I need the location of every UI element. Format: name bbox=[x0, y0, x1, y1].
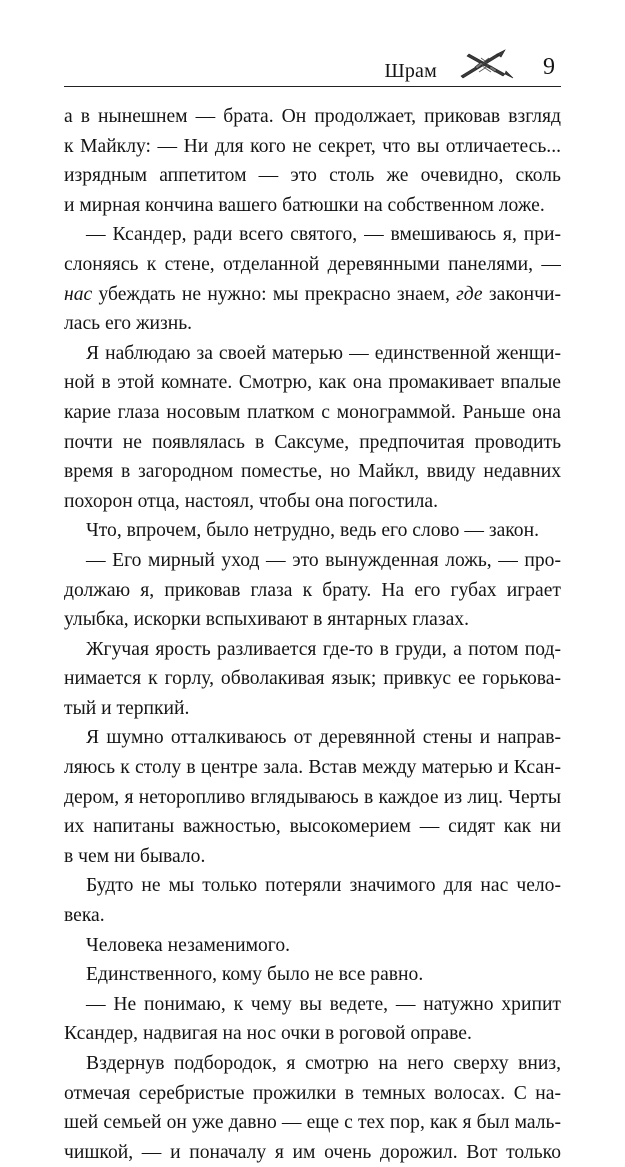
text-line bbox=[64, 339, 561, 369]
text-segment: лась его жизнь. bbox=[64, 313, 193, 335]
text-line bbox=[64, 753, 561, 783]
text-segment: Что, впрочем, было нетрудно, ведь его слово — закон. bbox=[86, 520, 539, 542]
text-line bbox=[64, 931, 561, 961]
text-line bbox=[64, 457, 561, 487]
text-line bbox=[64, 723, 561, 753]
text-segment: шей семьей он уже давно — еще с тех пор, как я был маль- bbox=[64, 1112, 561, 1134]
text-line bbox=[64, 546, 561, 576]
running-header bbox=[64, 40, 561, 87]
text-line bbox=[64, 694, 561, 724]
text-line bbox=[64, 161, 561, 191]
text-line bbox=[64, 487, 561, 517]
text-segment: похорон отца, настоял, чтобы она погостила. bbox=[64, 490, 438, 512]
text-line bbox=[64, 398, 561, 428]
text-line bbox=[64, 664, 561, 694]
text-line bbox=[64, 309, 561, 339]
text-segment: а в нынешнем — брата. Он продолжает, приковав взгляд bbox=[64, 106, 561, 127]
text-segment: изрядным аппетитом — это столь же очевидно, сколь bbox=[64, 165, 561, 187]
text-segment: тый и терпкий. bbox=[64, 697, 190, 719]
text-line bbox=[64, 812, 561, 842]
text-line bbox=[64, 250, 561, 280]
text-segment: ной в этой комнате. Смотрю, как она промакивает впалые bbox=[64, 372, 561, 394]
text-line bbox=[64, 635, 561, 665]
text-segment: закончи- bbox=[482, 283, 561, 305]
emphasis-text: где bbox=[456, 283, 483, 305]
text-segment: к Майклу: — Ни для кого не секрет, что вы отличаетесь... bbox=[64, 135, 561, 157]
text-line bbox=[64, 990, 561, 1020]
text-line bbox=[64, 871, 561, 901]
text-segment: почти не появлялась в Саксуме, предпочитая проводить bbox=[64, 431, 561, 453]
text-segment: убеждать не нужно: мы прекрасно знаем, bbox=[92, 283, 457, 305]
text-segment: отмечая серебристые прожилки в темных волосах. С на- bbox=[64, 1082, 561, 1104]
text-segment: время в загородном поместье, но Майкл, ввиду недавних bbox=[64, 461, 561, 483]
text-segment: карие глаза носовым платком с монограммой. Раньше она bbox=[64, 401, 561, 423]
text-line bbox=[64, 132, 561, 162]
text-line bbox=[64, 576, 561, 606]
text-segment: Единственного, кому было не все равно. bbox=[86, 964, 424, 986]
text-segment: Человека незаменимого. bbox=[86, 934, 291, 956]
text-line bbox=[64, 1049, 561, 1079]
text-line bbox=[64, 1138, 561, 1167]
text-segment: Будто не мы только потеряли значимого для нас чело- bbox=[86, 875, 561, 897]
text-segment: Я наблюдаю за своей матерью — единственной женщи- bbox=[86, 342, 561, 364]
text-line bbox=[64, 516, 561, 546]
text-segment: и мирная кончина вашего батюшки на собственном ложе. bbox=[64, 194, 545, 216]
text-line bbox=[64, 960, 561, 990]
body-text bbox=[64, 102, 561, 1167]
text-segment: — Его мирный уход — это вынужденная ложь, — про- bbox=[86, 549, 561, 571]
emphasis-text: нас bbox=[64, 283, 93, 305]
text-line bbox=[64, 1079, 561, 1109]
text-line bbox=[64, 191, 561, 221]
text-segment: — Не понимаю, к чему вы ведете, — натужно хрипит bbox=[86, 993, 561, 1015]
text-line bbox=[64, 220, 561, 250]
text-line bbox=[64, 1019, 561, 1049]
text-line bbox=[64, 901, 561, 931]
text-segment: слоняясь к стене, отделанной деревянными панелями, — bbox=[64, 253, 561, 275]
text-line bbox=[64, 1108, 561, 1138]
text-segment: Вздернув подбородок, я смотрю на него сверху вниз, bbox=[86, 1053, 561, 1074]
text-segment: нимается к горлу, обволакивая язык; привкус ее горькова- bbox=[64, 668, 561, 690]
text-line bbox=[64, 102, 561, 132]
text-segment: дером, я неторопливо вглядываюсь в каждое из лиц. Черты bbox=[64, 786, 561, 808]
text-segment: их напитаны важностью, высокомерием — сидят как ни bbox=[64, 816, 561, 838]
page-number: 9 bbox=[543, 54, 555, 80]
text-segment: ляюсь к столу в центре зала. Встав между матерью и Ксан- bbox=[64, 757, 561, 779]
text-segment: должаю я, приковав глаза к брату. На его губах играет bbox=[64, 579, 561, 601]
text-line bbox=[64, 842, 561, 872]
text-segment: Жгучая ярость разливается где-то в груди, а потом под- bbox=[86, 638, 561, 660]
text-segment: чишкой, — и поначалу я им очень дорожил. Вот только bbox=[64, 1141, 561, 1163]
text-line bbox=[64, 605, 561, 635]
text-line bbox=[64, 368, 561, 398]
crossed-swords-icon bbox=[457, 48, 517, 80]
text-segment: века. bbox=[64, 905, 105, 927]
text-segment: улыбка, искорки вспыхивают в янтарных глазах. bbox=[64, 609, 470, 631]
text-segment: Ксандер, надвигая на нос очки в роговой оправе. bbox=[64, 1023, 472, 1045]
text-segment: в чем ни бывало. bbox=[64, 845, 206, 867]
text-line bbox=[64, 783, 561, 813]
text-line bbox=[64, 280, 561, 310]
running-title: Шрам bbox=[384, 60, 437, 82]
text-line bbox=[64, 428, 561, 458]
text-segment: — Ксандер, ради всего святого, — вмешиваюсь я, при- bbox=[86, 224, 561, 246]
text-segment: Я шумно отталкиваюсь от деревянной стены и направ- bbox=[86, 727, 561, 749]
